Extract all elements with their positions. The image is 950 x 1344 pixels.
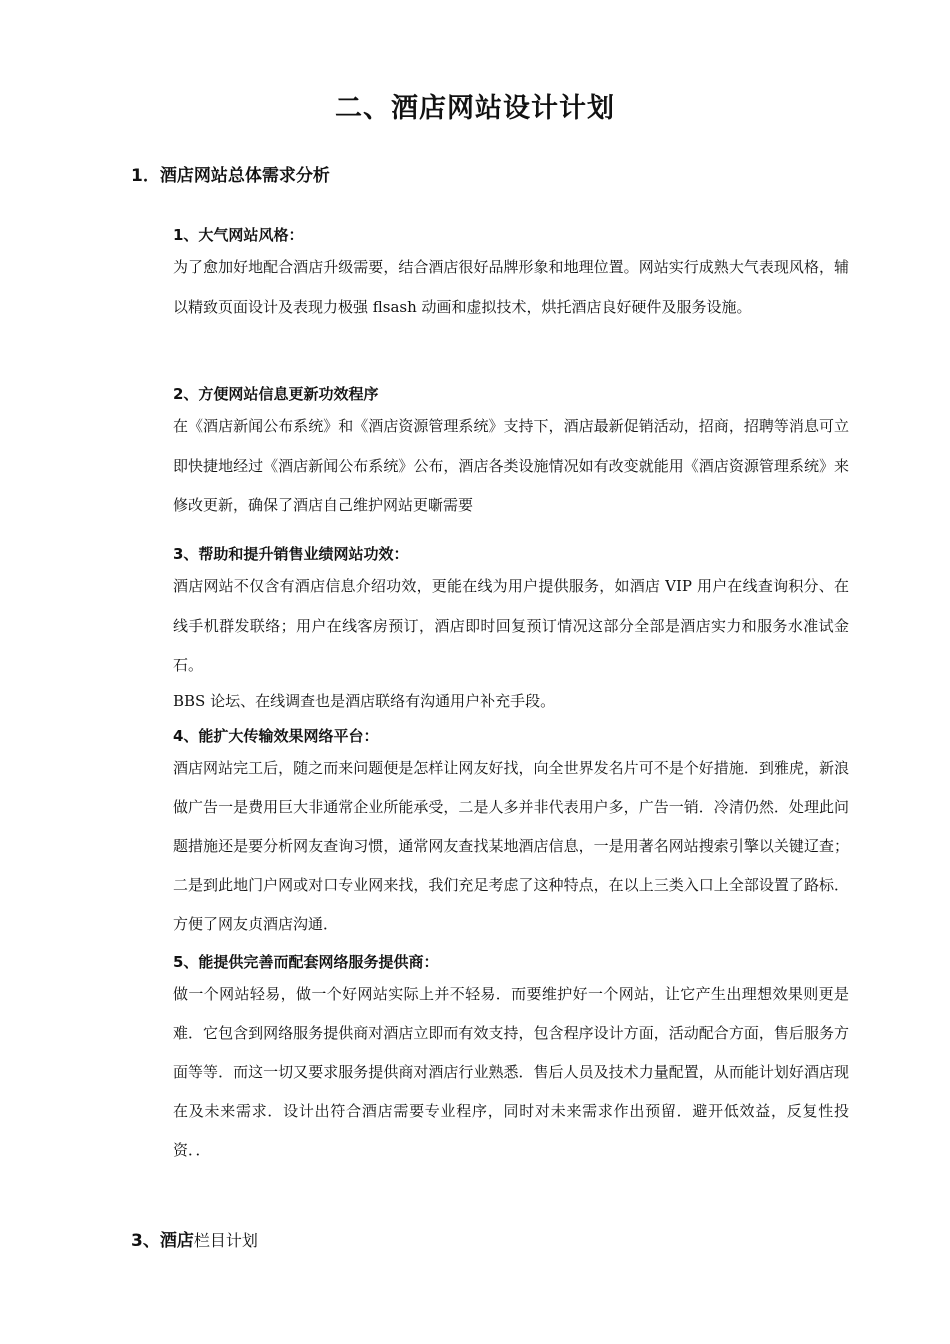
item-5-paragraph: 做一个网站轻易，做一个好网站实际上并不轻易．而要维护好一个网站，让它产生出理想效果则更是难．它包含到网络服务提供商对酒店立即而有效支持，包含程序设计方面，活动配合方面，售后服务方面等等．而这一切又要求服务提供商对酒店行业熟悉．售后人员及技术力量配置，从而能计划好酒店现在及未来需求．设计出符合酒店需要专业程序，同时对未来需求作出预留．避开低效益，反复性投资．． — [173, 985, 849, 1159]
item-3-paragraph: 酒店网站不仅含有酒店信息介绍功效，更能在线为用户提供服务，如酒店 VIP 用户在线查询积分、在线手机群发联络；用户在线客房预订，酒店即时回复预订情况这部分全部是酒店实力和服务水准试金石。 — [173, 577, 849, 674]
item-4-paragraph: 酒店网站完工后，随之而来问题便是怎样让网友好找，向全世界发名片可不是个好措施．到雅虎，新浪做广告一是费用巨大非通常企业所能承受，二是人多并非代表用户多，广告一销．冷清仍然．处理此问题措施还是要分析网友查询习惯，通常网友查找某地酒店信息，一是用著名网站搜索引擎以关键辽查；二是到此地门户网或对口专业网来找，我们充足考虑了这种特点，在以上三类入口上全部设置了路标．方便了网友贞酒店沟通． — [173, 759, 849, 933]
item-4-heading: 4、能扩大传输效果网络平台： — [173, 727, 379, 745]
item-3-note: BBS 论坛、在线调查也是酒店联络有沟通用户补充手段。 — [173, 692, 556, 710]
section-3-heading — [131, 1226, 258, 1251]
item-1-paragraph: 为了愈加好地配合酒店升级需要，结合酒店很好品牌形象和地理位置。网站实行成熟大气表现风格，辅以精致页面设计及表现力极强 flsash 动画和虚拟技术，烘托酒店良好硬件及服务设施。 — [173, 258, 849, 316]
section-3-heading-rest: 栏目计划 — [193, 1231, 258, 1250]
section-1-heading: 1．酒店网站总体需求分析 — [131, 166, 330, 186]
item-2-paragraph: 在《酒店新闻公布系统》和《酒店资源管理系统》支持下，酒店最新促销活动，招商，招聘等消息可立即快捷地经过《酒店新闻公布系统》公布，酒店各类设施情况如有改变就能用《酒店资源管理系统》来修改更新，确保了酒店自己维护网站更噺需要 — [173, 417, 849, 514]
section-3-heading-bold: 3、酒店 — [131, 1231, 194, 1251]
item-3-heading: 3、帮助和提升销售业绩网站功效： — [173, 545, 409, 563]
document-title: 二、酒店网站设计计划 — [335, 93, 615, 124]
item-2-heading: 2、方便网站信息更新功效程序 — [173, 385, 379, 403]
item-5-heading: 5、能提供完善而配套网络服务提供商： — [173, 953, 439, 971]
item-1-heading: 1、大气网站风格： — [173, 226, 304, 244]
